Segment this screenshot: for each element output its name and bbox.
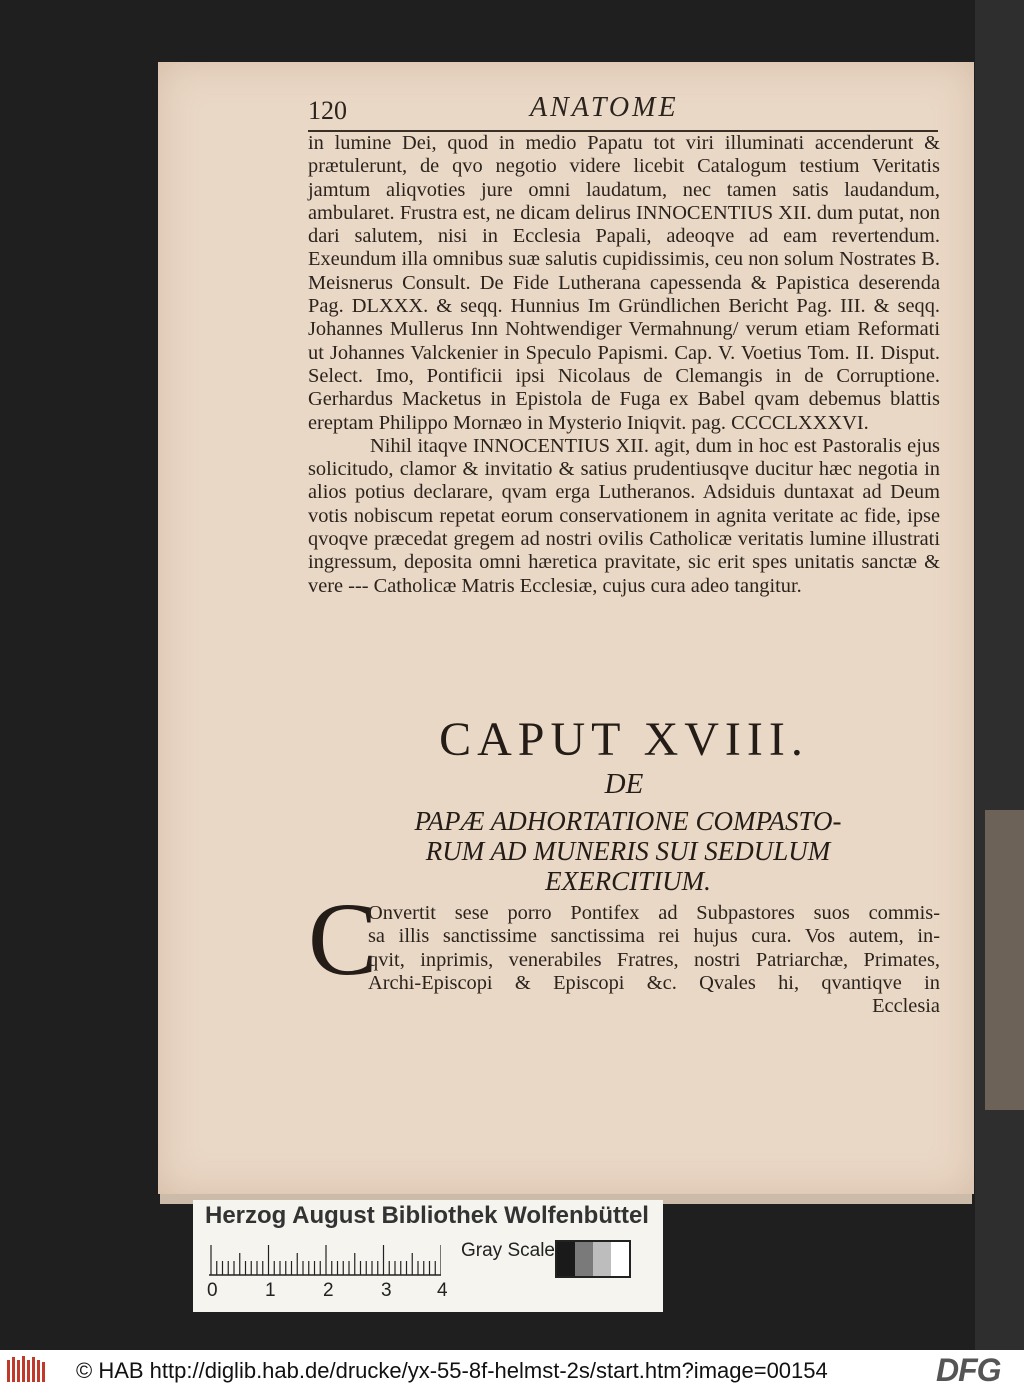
ruler-label: 3 xyxy=(381,1280,392,1301)
chapter-subtitle xyxy=(288,806,968,896)
chapter-title: CAPUT XVIII. xyxy=(439,713,809,766)
paragraph-1: in lumine Dei, quod in medio Papatu tot viri illuminati accenderunt & prætulerunt, de qvo negotio videre licebit Catalogum testium Veritatis jamtum aliqvoties jure omni laudatum, nec tamen satis laudandum, ambularet. Frustra est, ne dicam delirus INNOCENTIUS XII. dum putat, non dari salutem, nisi in Ecclesia Papali, adeoqve ad eam revertendum. Exeundum illa omnibus suæ salutis cupidissimis, ceu non solum Nostrates B. Meisnerus Consult. De Fide Lutherana capessenda & Papistica deserenda Pag. DLXXX. & seqq. Hunnius Im Gründlichen Bericht Pag. III. & seqq. Johannes Mullerus Inn Nohtwendiger Vermahnung/ verum etiam Reformati ut Johannes Valckenier in Speculo Papismi. Cap. V. Voetius Tom. II. Disput. Select. Imo, Pontificii ipsi Nicolaus de Clemangis in de Corruptione. Gerhardus Macketus in Epistola de Fuga ex Babel qvam debemus blattis ereptam Philippo Mornæo in Mysterio Iniqvit. pag. CCCCLXXXVI. xyxy=(308,132,940,434)
gray-swatch xyxy=(611,1242,629,1276)
drop-cap: C xyxy=(308,882,378,997)
ruler-label: 2 xyxy=(323,1280,334,1301)
paragraph-2: Nihil itaqve INNOCENTIUS XII. agit, dum in hoc est Pastoralis ejus solicitudo, clamor & invitatio & satius prudentiusqve ducitur hæc negotia in alios potius declarare, qvam erga Lutheranos. Adsiduis duntaxat ad Deum votis nobiscum repetat eorum conservationem in agnita veritate ac fide, ipse qvoqve præcedat gregem ad nostri ovilis Catholicæ veritatis lumine illustrati ingressum, deposita omni hæretica pravitate, sic erit spes unitatis sanctæ & vere --- Catholicæ Matris Ecclesiæ, cujus cura adeo tangitur. xyxy=(308,434,940,597)
chapter-line: sa illis sanctissime sanctissima rei hujus cura. Vos autem, in- xyxy=(368,925,940,948)
color-calibration-card xyxy=(193,1200,663,1312)
chapter-line: Onvertit sese porro Pontifex ad Subpastores suos commis- xyxy=(368,902,940,924)
book-page xyxy=(158,62,974,1194)
ruler-label: 0 xyxy=(207,1280,218,1301)
viewer-footer xyxy=(0,1350,1024,1392)
subtitle-line: PAPÆ ADHORTATIONE COMPASTO- xyxy=(414,806,842,836)
chapter-body xyxy=(308,902,940,1018)
ruler-scale xyxy=(209,1238,441,1276)
copyright-link[interactable]: © HAB http://diglib.hab.de/drucke/yx-55-8f-helmst-2s/start.htm?image=00154 xyxy=(76,1358,828,1383)
running-head-title: ANATOME xyxy=(530,92,679,123)
hab-logo-icon xyxy=(6,1354,46,1386)
page-number: 120 xyxy=(308,96,347,125)
gray-swatch xyxy=(557,1242,575,1276)
chapter-de: DE xyxy=(604,768,644,800)
adjacent-page-leaf xyxy=(985,810,1024,1110)
subtitle-line: EXERCITIUM. xyxy=(545,866,711,896)
dfg-logo: DFG xyxy=(936,1352,1001,1388)
gray-swatch xyxy=(593,1242,611,1276)
ruler-label: 4 xyxy=(437,1280,448,1301)
gray-scale-label: Gray Scale xyxy=(461,1240,555,1261)
ruler-label: 1 xyxy=(265,1280,276,1301)
institution-name: Herzog August Bibliothek Wolfenbüttel xyxy=(205,1202,649,1229)
adjacent-page-strip xyxy=(975,0,1024,1350)
catchword: Ecclesia xyxy=(872,995,940,1018)
body-text xyxy=(308,132,940,598)
chapter-line: Archi-Episcopi & Episcopi &c. Qvales hi, qvantiqve in xyxy=(368,971,940,994)
gray-swatch xyxy=(575,1242,593,1276)
running-head xyxy=(308,90,948,130)
chapter-line: qvit, inprimis, venerabiles Fratres, nostri Patriarchæ, Primates, xyxy=(368,948,940,971)
subtitle-line: RUM AD MUNERIS SUI SEDULUM xyxy=(425,836,831,866)
gray-scale-swatches xyxy=(555,1240,631,1278)
